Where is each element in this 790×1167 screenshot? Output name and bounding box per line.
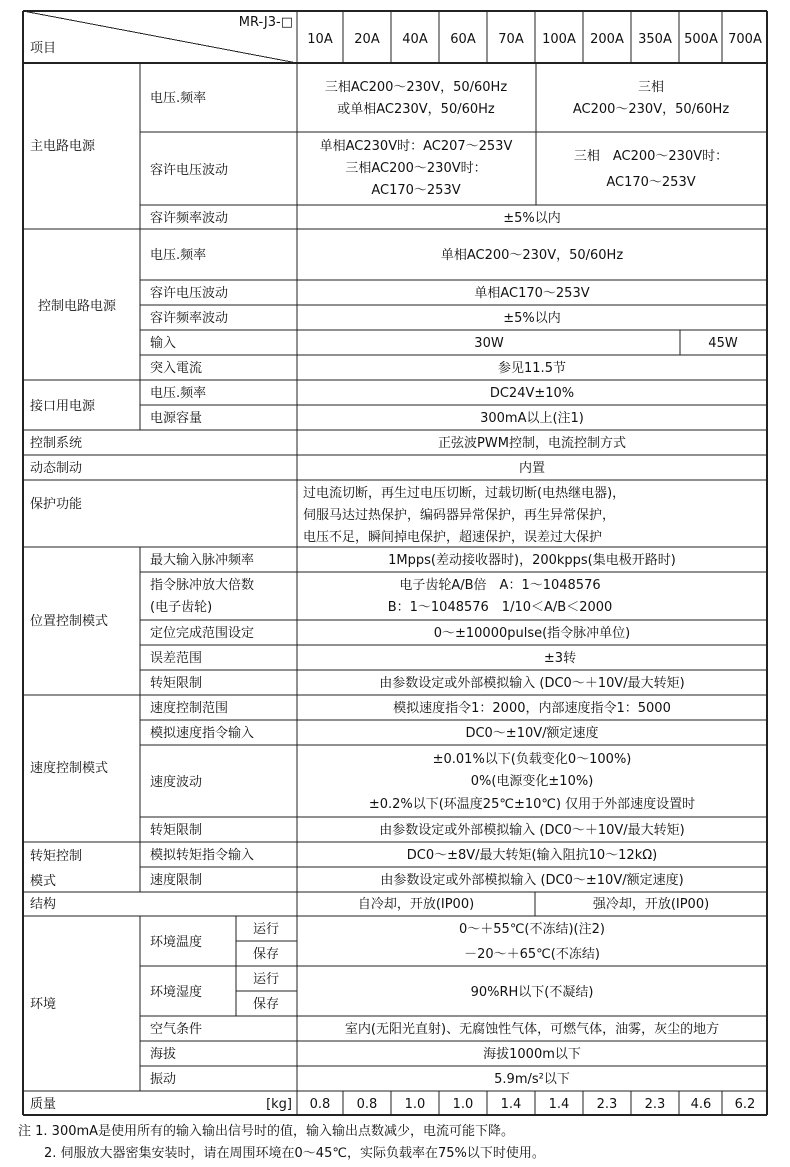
- spd-range-label: 速度控制范围: [150, 701, 229, 716]
- torque-mode-group-2: 模式: [30, 874, 57, 889]
- pos-gear-label-2: (电子齿轮): [150, 600, 213, 615]
- spd-analog-label: 模拟速度指令输入: [150, 726, 255, 741]
- env-vibration-value: 5.9m/s²以下: [494, 1072, 570, 1087]
- env-temp-store-label: 保存: [252, 947, 280, 962]
- item-label: 项目: [30, 41, 57, 56]
- main-vfluct-right-2: AC170～253V: [606, 175, 696, 190]
- env-temp-store-value: －20～＋65℃(不冻结): [464, 947, 600, 962]
- ctrl-input-right: 45W: [708, 336, 738, 351]
- mass-100a: 1.4: [548, 1097, 570, 1112]
- main-vfluct-label: 容许电压波动: [150, 163, 229, 178]
- spd-fluct-line-2: 0%(电源变化±10%): [470, 774, 594, 789]
- env-humid-label: 环境湿度: [150, 985, 203, 1000]
- protection-label: 保护功能: [30, 497, 83, 512]
- mass-label: 质量: [30, 1097, 57, 1112]
- if-capacity-label: 电源容量: [150, 411, 203, 426]
- protection-line-1: 过电流切断，再生过电压切断，过载切断(电热继电器)，: [303, 486, 626, 501]
- ctrl-ffluct-label: 容许频率波动: [150, 311, 229, 326]
- if-voltage-value: DC24V±10%: [489, 386, 575, 401]
- control-system-value: 正弦波PWM控制，电流控制方式: [438, 436, 626, 451]
- env-humid-run-label: 运行: [252, 972, 280, 987]
- rating-200a: 200A: [590, 32, 624, 47]
- mass-700a: 6.2: [734, 1097, 756, 1112]
- main-ffluct-label: 容许频率波动: [150, 211, 229, 226]
- ctrl-input-label: 输入: [150, 336, 177, 351]
- env-humid-value: 90%RH以下(不凝结): [470, 985, 594, 1000]
- mass-unit: [kg]: [266, 1097, 292, 1112]
- ctrl-inrush-value: 参见11.5节: [498, 361, 566, 376]
- mass-70a: 1.4: [500, 1097, 522, 1112]
- if-capacity-value: 300mA以上(注1): [480, 411, 584, 426]
- rating-60a: 60A: [450, 32, 476, 47]
- pos-torque-label: 转矩限制: [150, 676, 203, 691]
- mass-40a: 1.0: [404, 1097, 426, 1112]
- env-altitude-value: 海拔1000m以下: [483, 1047, 581, 1062]
- env-temp-run-label: 运行: [252, 922, 280, 937]
- rating-70a: 70A: [498, 32, 524, 47]
- pos-gear-line-2: B：1～1048576 1/10＜A/B＜2000: [387, 600, 613, 615]
- footnote-2: 2. 伺服放大器密集安装时，请在周围环境在0～45℃，实际负载率在75%以下时使用。: [18, 1146, 545, 1161]
- mass-values: [310, 1097, 756, 1112]
- interface-group: 接口用电源: [30, 399, 96, 414]
- model-label: MR-J3-□: [238, 15, 293, 30]
- mass-200a: 2.3: [596, 1097, 618, 1112]
- rating-10a: 10A: [307, 32, 333, 47]
- env-temp-run-value: 0～＋55℃(不冻结)(注2): [459, 922, 605, 937]
- pos-gear-line-1: 电子齿轮A/B倍 A：1～1048576: [399, 578, 601, 593]
- ctrl-voltage-value: 单相AC200～230V，50/60Hz: [440, 248, 624, 263]
- trq-speedlimit-label: 速度限制: [150, 873, 203, 888]
- footnotes: [18, 1121, 545, 1165]
- trq-speedlimit-value: 由参数设定或外部模拟输入 (DC0～±10V/额定速度): [380, 873, 684, 888]
- trq-analog-label: 模拟转矩指令输入: [150, 848, 255, 863]
- structure-right: 强冷却，开放(IP00): [592, 897, 710, 912]
- mass-20a: 0.8: [356, 1097, 378, 1112]
- main-vfluct-left-3: AC170～253V: [371, 183, 461, 198]
- env-humid-store-label: 保存: [252, 997, 280, 1012]
- env-air-value: 室内(无阳光直射)、无腐蚀性气体，可燃气体，油雾，灰尘的地方: [344, 1022, 720, 1037]
- main-vfluct-left-1: 单相AC230V时：AC207～253V: [319, 139, 513, 154]
- torque-mode-group-1: 转矩控制: [30, 849, 83, 864]
- ctrl-inrush-label: 突入電流: [150, 361, 203, 376]
- main-voltage-label: 电压.频率: [150, 91, 207, 106]
- mass-500a: 4.6: [690, 1097, 712, 1112]
- structure-left: 自冷却，开放(IP00): [357, 897, 475, 912]
- mass-10a: 0.8: [309, 1097, 331, 1112]
- spd-analog-value: DC0～±10V/额定速度: [465, 726, 599, 741]
- rating-350a: 350A: [638, 32, 672, 47]
- pos-pulse-label: 最大输入脉冲频率: [150, 553, 255, 568]
- spd-fluct-line-3: ±0.2%以下(环温度25℃±10℃) 仅用于外部速度设置时: [368, 797, 696, 812]
- structure-label: 结构: [30, 897, 57, 912]
- env-temp-label: 环境温度: [150, 935, 203, 950]
- dynamic-brake-label: 动态制动: [30, 461, 83, 476]
- main-voltage-right-2: AC200～230V，50/60Hz: [572, 102, 730, 117]
- ctrl-voltage-label: 电压.频率: [150, 248, 207, 263]
- mass-350a: 2.3: [644, 1097, 666, 1112]
- pos-pulse-value: 1Mpps(差动接收器时)，200kpps(集电极开路时): [388, 553, 676, 568]
- pos-inpos-label: 定位完成范围设定: [150, 626, 255, 641]
- pos-inpos-value: 0～±10000pulse(指令脉冲单位): [433, 626, 631, 641]
- env-altitude-label: 海拔: [150, 1047, 177, 1062]
- if-voltage-label: 电压.频率: [150, 386, 207, 401]
- ctrl-vfluct-label: 容许电压波动: [150, 286, 229, 301]
- rating-40a: 40A: [402, 32, 428, 47]
- mass-60a: 1.0: [452, 1097, 474, 1112]
- pos-error-value: ±3转: [543, 651, 577, 666]
- main-voltage-right-1: 三相: [637, 80, 665, 95]
- main-voltage-left-1: 三相AC200～230V，50/60Hz: [324, 80, 508, 95]
- env-air-label: 空气条件: [150, 1022, 203, 1037]
- pos-error-label: 误差范围: [150, 651, 203, 666]
- ctrl-input-left: 30W: [474, 336, 504, 351]
- dynamic-brake-value: 内置: [518, 461, 546, 476]
- spd-range-value: 模拟速度指令1：2000，内部速度指令1：5000: [393, 701, 671, 716]
- speed-mode-group: 速度控制模式: [30, 761, 109, 776]
- footnote-1: 注 1. 300mA是使用所有的输入输出信号时的值，输入输出点数减少，电流可能下降。: [18, 1124, 515, 1139]
- spd-fluct-label: 速度波动: [150, 775, 203, 790]
- environment-group: 环境: [30, 997, 57, 1012]
- rating-500a: 500A: [684, 32, 718, 47]
- ctrl-ffluct-value: ±5%以内: [503, 311, 561, 326]
- main-vfluct-right-1: 三相 AC200～230V时：: [573, 149, 729, 164]
- main-voltage-left-2: 或单相AC230V，50/60Hz: [337, 102, 495, 117]
- env-vibration-label: 振动: [150, 1072, 177, 1087]
- protection-line-2: 伺服马达过热保护，编码器异常保护，再生异常保护，: [303, 508, 616, 523]
- main-circuit-group: 主电路电源: [30, 139, 96, 154]
- pos-gear-label-1: 指令脉冲放大倍数: [150, 578, 255, 593]
- main-ffluct-value: ±5%以内: [503, 211, 561, 226]
- spd-fluct-line-1: ±0.01%以下(负载变化0～100%): [432, 752, 632, 767]
- ctrl-vfluct-value: 单相AC170～253V: [474, 286, 590, 301]
- trq-analog-value: DC0～±8V/最大转矩(输入阻抗10～12kΩ): [406, 848, 658, 863]
- spd-torque-label: 转矩限制: [150, 823, 203, 838]
- control-system-label: 控制系统: [30, 436, 83, 451]
- protection-line-3: 电压不足，瞬间掉电保护，超速保护，误差过大保护: [303, 530, 603, 545]
- rating-700a: 700A: [728, 32, 762, 47]
- main-vfluct-left-2: 三相AC200～230V时：: [345, 161, 487, 176]
- rating-20a: 20A: [354, 32, 380, 47]
- position-mode-group: 位置控制模式: [30, 614, 109, 629]
- control-circuit-group: 控制电路电源: [38, 299, 117, 314]
- rating-100a: 100A: [542, 32, 576, 47]
- pos-torque-value: 由参数设定或外部模拟输入 (DC0～＋10V/最大转矩): [379, 676, 685, 691]
- spd-torque-value: 由参数设定或外部模拟输入 (DC0～＋10V/最大转矩): [379, 823, 685, 838]
